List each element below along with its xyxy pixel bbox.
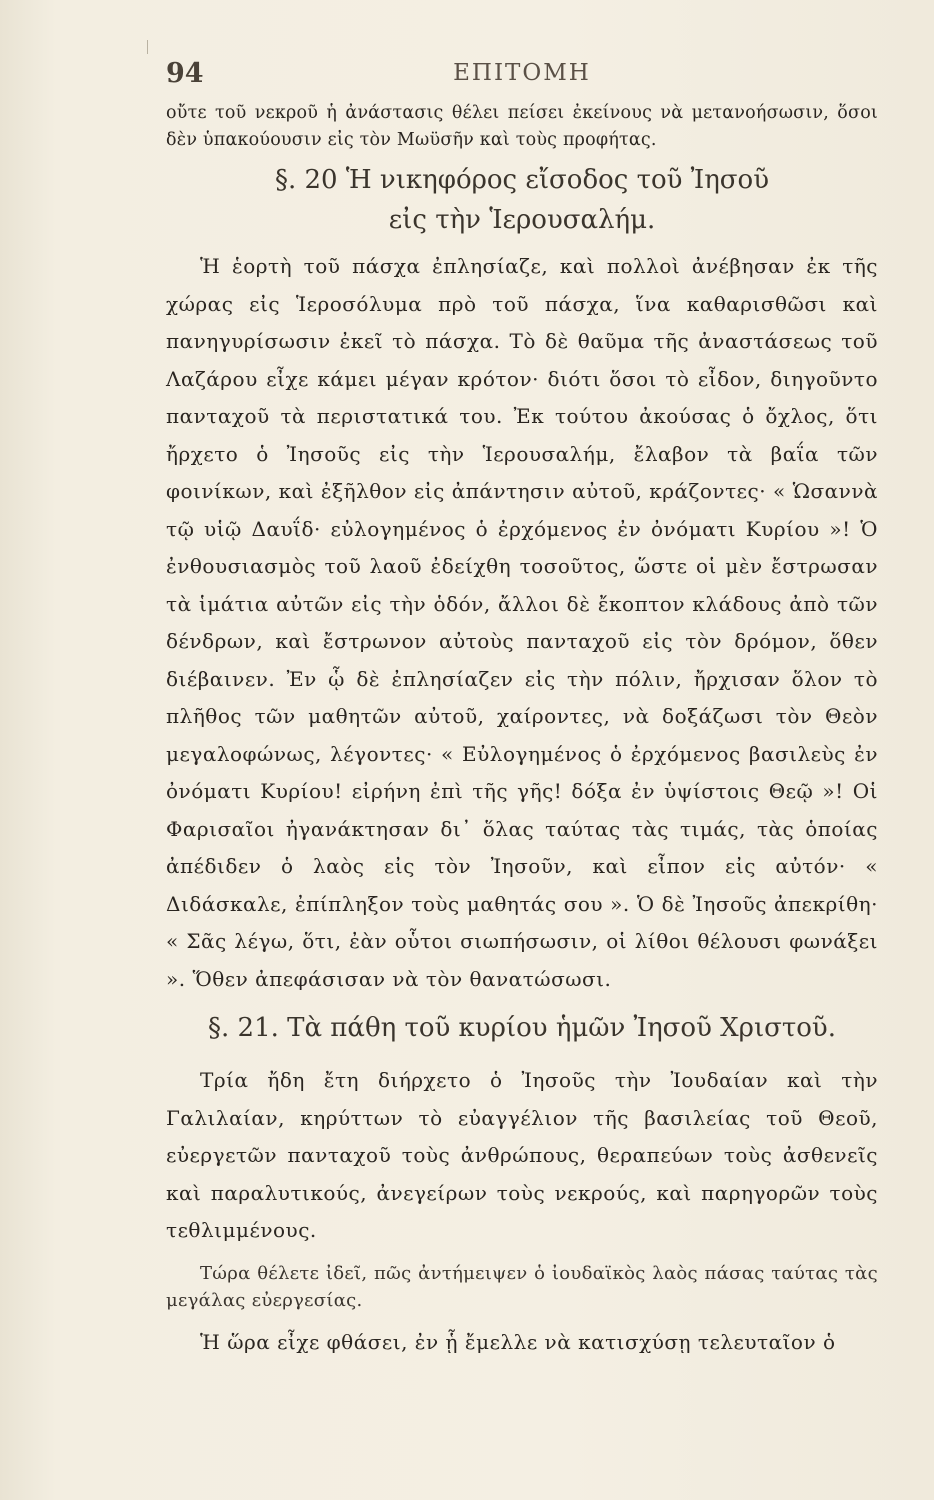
- margin-pencil-mark: [147, 40, 148, 54]
- section-20-heading: [166, 160, 878, 240]
- page-body: [166, 100, 878, 1361]
- section-20-title-line-1: §. 20 Ἡ νικηφόρος εἴσοδος τοῦ Ἰησοῦ: [274, 165, 770, 195]
- section-21-paragraph: Τρία ἤδη ἔτη διήρχετο ὁ Ἰησοῦς τὴν Ἰουδαίαν καὶ τὴν Γαλιλαίαν, κηρύττων τὸ εὐαγγέλιον τῆς βασιλείας τοῦ Θεοῦ, εὐεργετῶν πανταχοῦ τοὺς ἀνθρώπους, θεραπεύων τοὺς ἀσθενεῖς καὶ παραλυτικούς, ἀνεγείρων τοὺς νεκρούς, καὶ παρηγορῶν τοὺς τεθλιμμένους.: [166, 1068, 878, 1242]
- section-21-heading: §. 21. Τὰ πάθη τοῦ κυρίου ἡμῶν Ἰησοῦ Χριστοῦ.: [208, 1013, 836, 1043]
- running-head: ΕΠΙΤΟΜΗ: [453, 60, 591, 86]
- section-21-note: Τώρα θέλετε ἰδεῖ, πῶς ἀντήμειψεν ὁ ἰουδαϊκὸς λαὸς πάσας ταύτας τὰς μεγάλας εὐεργεσίας.: [166, 1262, 878, 1311]
- page-number: 94: [166, 58, 204, 89]
- section-20-title-line-2: εἰς τὴν Ἱερουσαλήμ.: [388, 205, 656, 235]
- intro-paragraph: οὔτε τοῦ νεκροῦ ἡ ἀνάστασις θέλει πείσει ἐκείνους νὰ μετανοήσωσιν, ὅσοι δὲν ὑπακούουσιν εἰς τὸν Μωϋσῆν καὶ τοὺς προφήτας.: [166, 103, 878, 150]
- page-header: [166, 58, 878, 98]
- section-21-last-line: Ἡ ὥρα εἶχε φθάσει, ἐν ᾗ ἔμελλε νὰ κατισχύσῃ τελευταῖον ὁ: [200, 1329, 836, 1354]
- section-20-paragraph: Ἡ ἑορτὴ τοῦ πάσχα ἐπλησίαζε, καὶ πολλοὶ ἀνέβησαν ἐκ τῆς χώρας εἰς Ἱεροσόλυμα πρὸ τοῦ πάσχα, ἵνα καθαρισθῶσι καὶ πανηγυρίσωσιν ἐκεῖ τὸ πάσχα. Τὸ δὲ θαῦμα τῆς ἀναστάσεως τοῦ Λαζάρου εἶχε κάμει μέγαν κρότον· διότι ὅσοι τὸ εἶδον, διηγοῦντο πανταχοῦ τὰ περιστατικά του. Ἐκ τούτου ἀκούσας ὁ ὄχλος, ὅτι ἤρχετο ὁ Ἰησοῦς εἰς τὴν Ἱερουσαλήμ, ἔλαβον τὰ βαΐα τῶν φοινίκων, καὶ ἐξῆλθον εἰς ἀπάντησιν αὐτοῦ, κράζοντες· « Ὡσαννὰ τῷ υἱῷ Δαυΐδ· εὐλογημένος ὁ ἐρχόμενος ἐν ὀνόματι Κυρίου »! Ὁ ἐνθουσιασμὸς τοῦ λαοῦ ἐδείχθη τοσοῦτος, ὥστε οἱ μὲν ἔστρωσαν τὰ ἱμάτια αὐτῶν εἰς τὴν ὁδόν, ἄλλοι δὲ ἔκοπτον κλάδους ἀπὸ τῶν δένδρων, καὶ ἔστρωνον αὐτοὺς πανταχοῦ εἰς τὸν δρόμον, ὅθεν διέβαινεν. Ἐν ᾧ δὲ ἐπλησίαζεν εἰς τὴν πόλιν, ἤρχισαν ὅλον τὸ πλῆθος τῶν μαθητῶν αὐτοῦ, χαίροντες, νὰ δοξάζωσι τὸν Θεὸν μεγαλοφώνως, λέγοντες· « Εὐλογημένος ὁ ἐρχόμενος βασιλεὺς ἐν ὀνόματι Κυρίου! εἰρήνη ἐπὶ τῆς γῆς! δόξα ἐν ὑψίστοις Θεῷ »! Οἱ Φαρισαῖοι ἠγανάκτησαν δι᾽ ὅλας ταύτας τὰς τιμάς, τὰς ὁποίας ἀπέδιδεν ὁ λαὸς εἰς τὸν Ἰησοῦν, καὶ εἶπον εἰς αὐτόν· « Διδάσκαλε, ἐπίπληξον τοὺς μαθητάς σου ». Ὁ δὲ Ἰησοῦς ἀπεκρίθη· « Σᾶς λέγω, ὅτι, ἐὰν οὗτοι σιωπήσωσιν, οἱ λίθοι θέλουσι φωνάξει ». Ὅθεν ἀπεφάσισαν νὰ τὸν θανατώσωσι.: [166, 254, 878, 991]
